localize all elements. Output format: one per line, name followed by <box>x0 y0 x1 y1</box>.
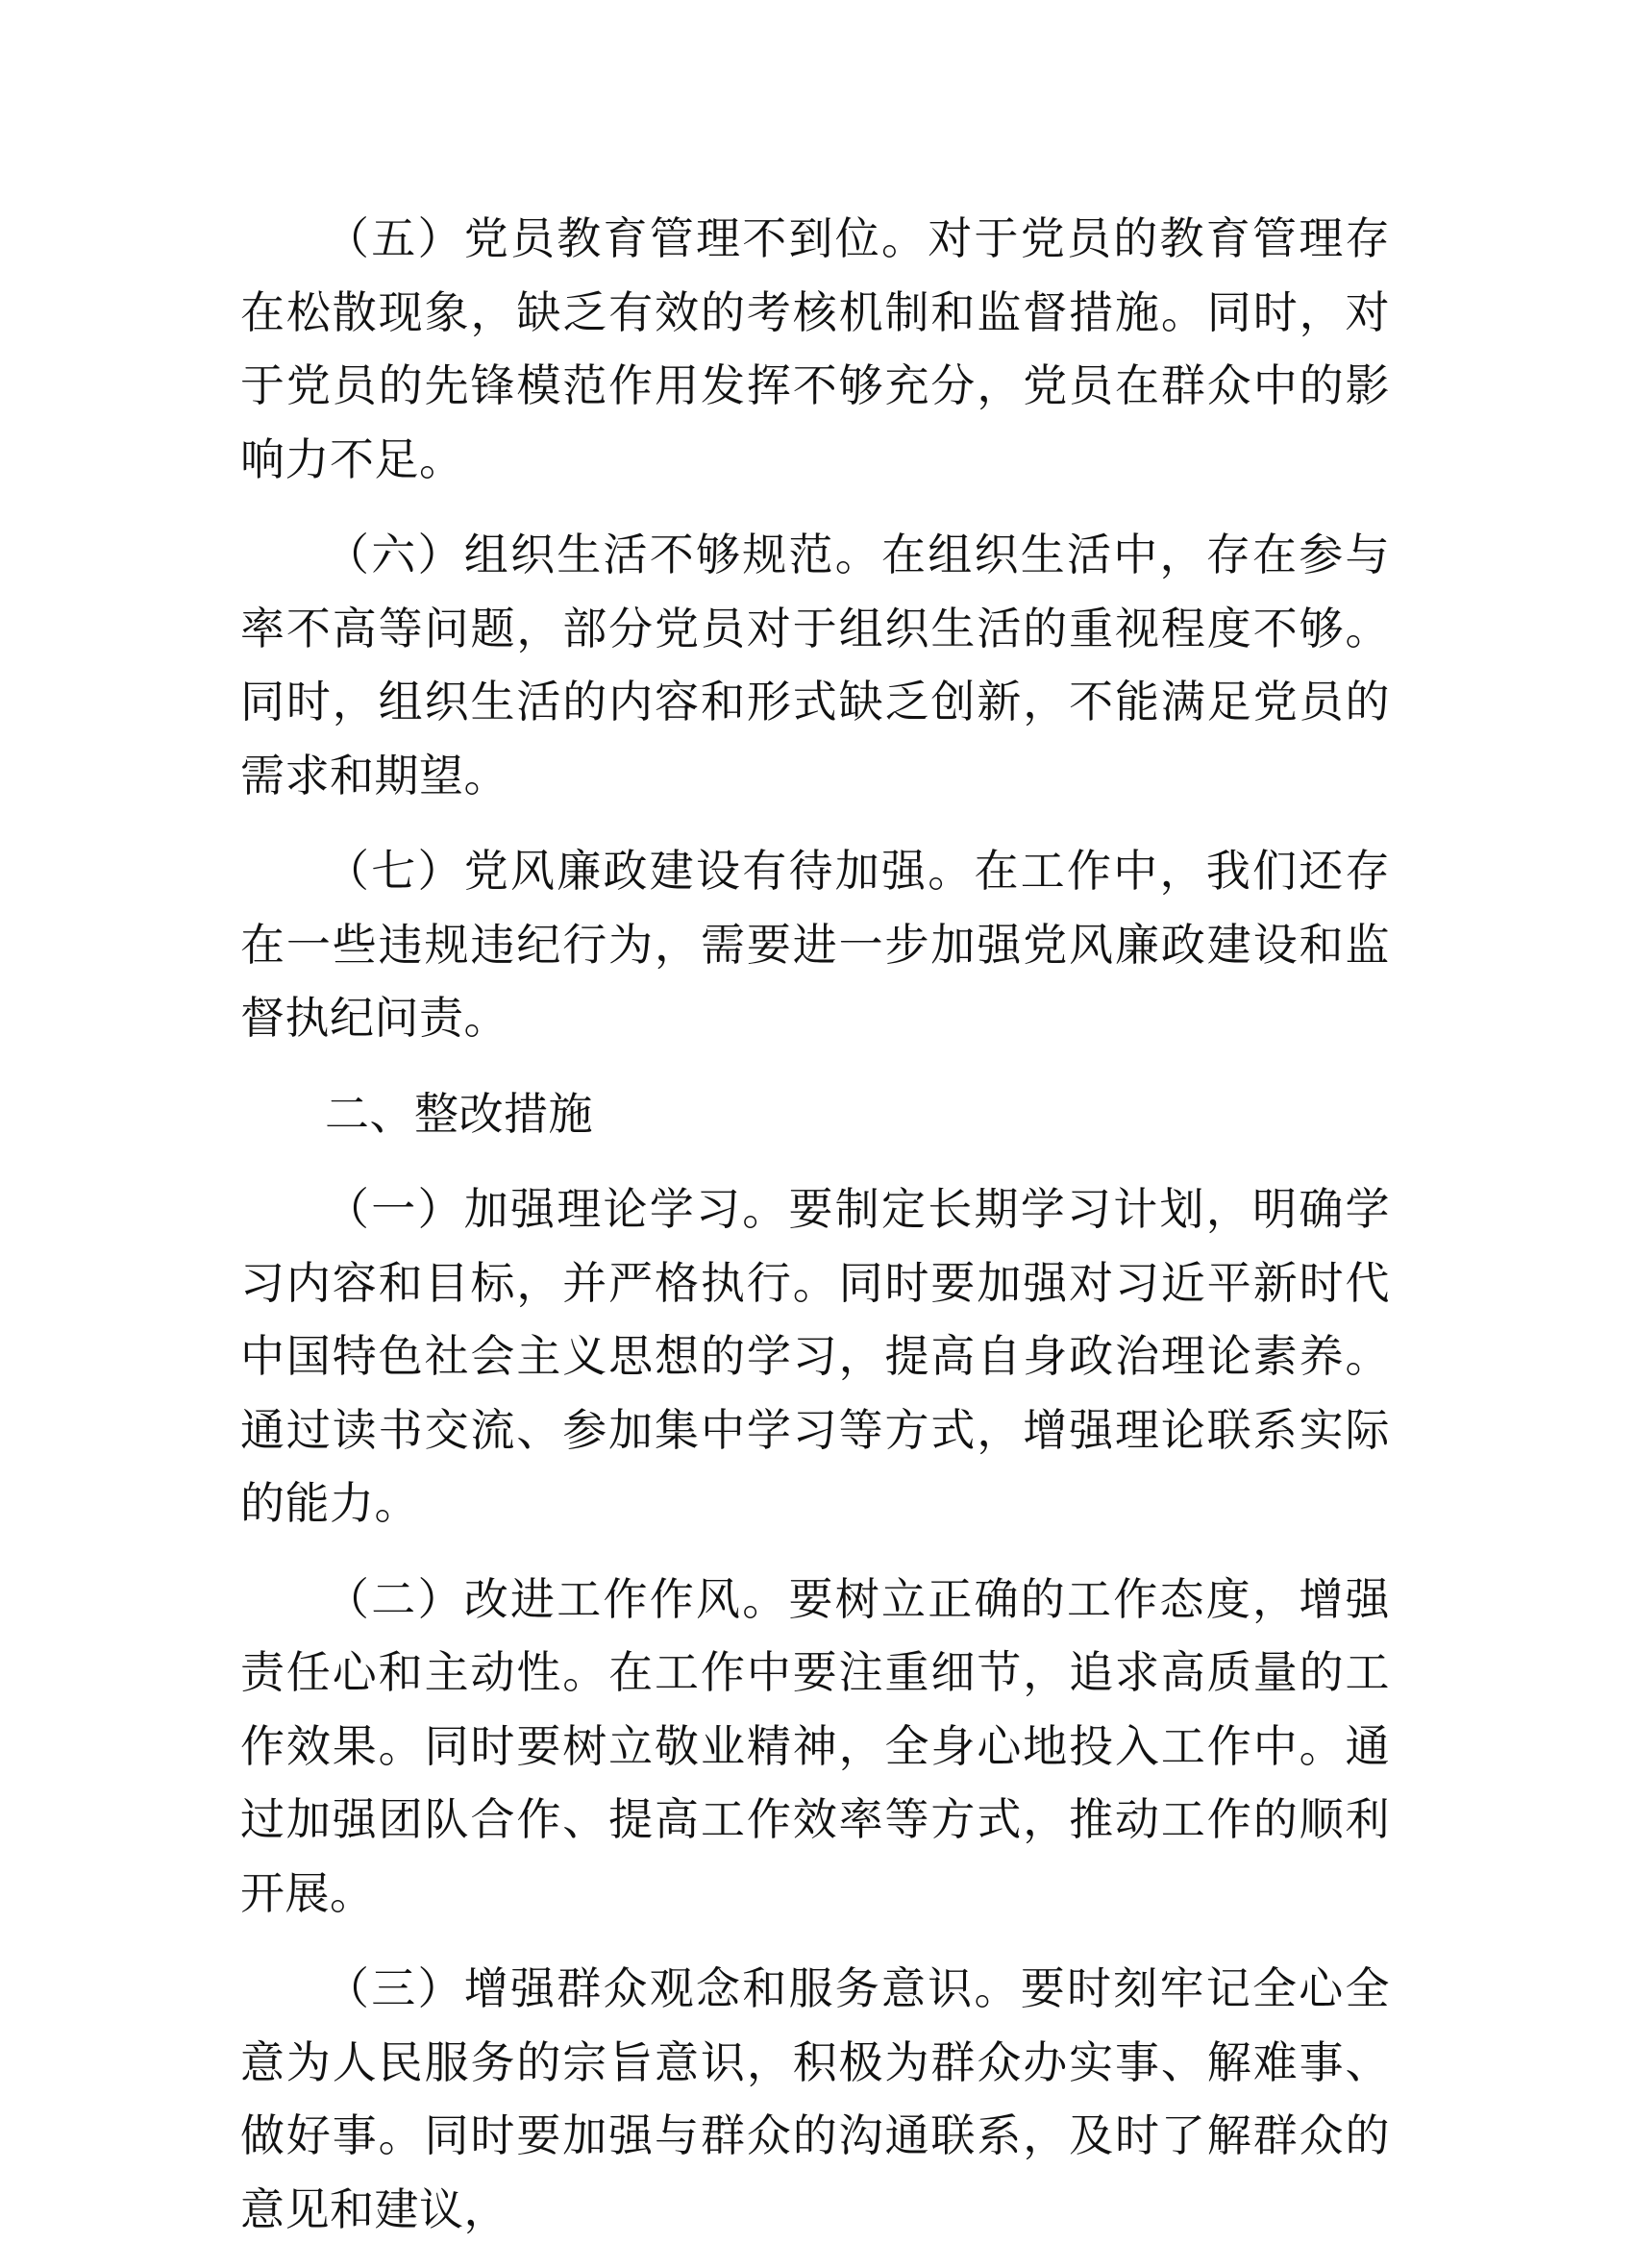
paragraph-measure-1-theory-study: （一）加强理论学习。要制定长期学习计划，明确学习内容和目标，并严格执行。同时要加强对习近平新时代中国特色社会主义思想的学习，提高自身政治理论素养。通过读书交流、参加集中学习等方式，增强理论联系实际的能力。 <box>240 1183 1390 1529</box>
paragraph-item-5-party-member-management: （五）党员教育管理不到位。对于党员的教育管理存在松散现象，缺乏有效的考核机制和监督措施。同时，对于党员的先锋模范作用发挥不够充分，党员在群众中的影响力不足。 <box>240 212 1390 485</box>
paragraph-item-7-integrity-building: （七）党风廉政建设有待加强。在工作中，我们还存在一些违规违纪行为，需要进一步加强党风廉政建设和监督执纪问责。 <box>240 845 1390 1044</box>
paragraph-measure-3-service-awareness: （三）增强群众观念和服务意识。要时刻牢记全心全意为人民服务的宗旨意识，积极为群众办实事、解难事、做好事。同时要加强与群众的沟通联系，及时了解群众的意见和建议， <box>240 1962 1390 2235</box>
paragraph-measure-2-work-style: （二）改进工作作风。要树立正确的工作态度，增强责任心和主动性。在工作中要注重细节，追求高质量的工作效果。同时要树立敬业精神，全身心地投入工作中。通过加强团队合作、提高工作效率等方式，推动工作的顺利开展。 <box>240 1572 1390 1919</box>
document-body <box>240 202 1390 2268</box>
section-heading-rectification-measures: 二、整改措施 <box>325 1087 593 1140</box>
paragraph-item-6-organizational-life: （六）组织生活不够规范。在组织生活中，存在参与率不高等问题，部分党员对于组织生活的重视程度不够。同时，组织生活的内容和形式缺乏创新，不能满足党员的需求和期望。 <box>240 529 1390 801</box>
